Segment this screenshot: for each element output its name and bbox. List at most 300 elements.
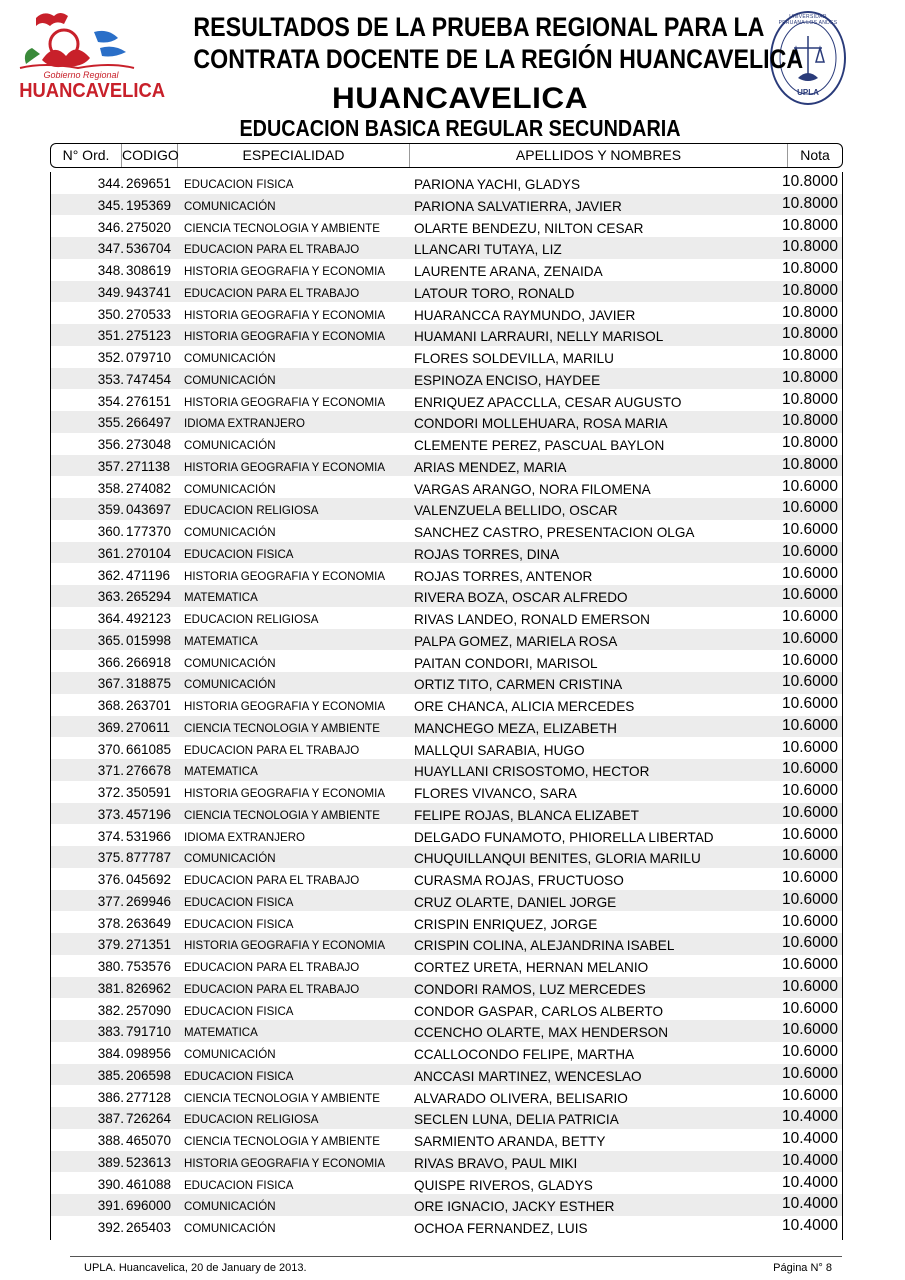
cell-especialidad: COMUNICACIÓN	[184, 1047, 276, 1061]
table-header	[50, 143, 843, 168]
cell-especialidad: COMUNICACIÓN	[184, 655, 276, 670]
cell-nota: 10.6000	[781, 564, 838, 582]
cell-nombre: CONDORI RAMOS, LUZ MERCEDES	[414, 980, 646, 997]
cell-code: 457196	[126, 806, 172, 822]
cell-nombre: PAITAN CONDORI, MARISOL	[414, 654, 598, 671]
table-row	[51, 281, 842, 303]
cell-especialidad: COMUNICACIÓN	[184, 525, 276, 539]
table-row	[51, 390, 842, 412]
cell-nombre: ALVARADO OLIVERA, BELISARIO	[414, 1089, 628, 1106]
table-row	[51, 846, 842, 868]
cell-code: 350591	[126, 785, 172, 800]
cell-code: 079710	[126, 350, 172, 365]
cell-ord: 349.	[97, 284, 124, 300]
cell-nota: 10.8000	[781, 347, 838, 364]
table-row	[51, 977, 842, 999]
footer-page-number: Página N° 8	[773, 1262, 832, 1274]
cell-ord: 374.	[97, 828, 124, 844]
table-row	[51, 672, 842, 694]
cell-nota: 10.4000	[781, 1151, 838, 1169]
cell-nota: 10.6000	[781, 869, 838, 886]
cell-especialidad: COMUNICACIÓN	[184, 481, 276, 496]
table-row	[51, 477, 842, 499]
table-row	[51, 1194, 842, 1216]
cell-code: 492123	[126, 611, 172, 626]
cell-nombre: ENRIQUEZ APACCLLA, CESAR AUGUSTO	[414, 393, 682, 410]
cell-especialidad: CIENCIA TECNOLOGIA Y AMBIENTE	[184, 220, 380, 235]
cell-nota: 10.6000	[781, 586, 838, 604]
cell-nota: 10.6000	[781, 716, 838, 734]
cell-ord: 351.	[97, 328, 124, 344]
cell-nota: 10.6000	[781, 1043, 838, 1060]
cell-code: 943741	[126, 284, 172, 300]
cell-code: 826962	[126, 980, 172, 996]
cell-nombre: OCHOA FERNANDEZ, LUIS	[414, 1220, 588, 1236]
table-row	[51, 368, 842, 390]
cell-especialidad: MATEMATICA	[184, 590, 258, 605]
cell-nota: 10.8000	[781, 412, 838, 430]
region-title: HUANCAVELICA	[332, 82, 588, 115]
cell-especialidad: HISTORIA GEOGRAFIA Y ECONOMIA	[184, 699, 386, 713]
footer-divider	[70, 1256, 842, 1257]
cell-nota: 10.6000	[781, 1021, 838, 1039]
cell-ord: 346.	[97, 219, 124, 235]
cell-code: 265403	[126, 1220, 172, 1235]
table-row	[51, 629, 842, 651]
cell-especialidad: COMUNICACIÓN	[184, 1199, 276, 1214]
table-row	[51, 955, 842, 977]
cell-code: 318875	[126, 676, 172, 692]
cell-nombre: ORE CHANCA, ALICIA MERCEDES	[414, 698, 635, 714]
cell-code: 271351	[126, 937, 172, 953]
cell-code: 270104	[126, 545, 172, 561]
cell-nombre: ROJAS TORRES, DINA	[414, 545, 560, 562]
cell-especialidad: COMUNICACIÓN	[184, 438, 276, 452]
cell-ord: 362.	[97, 567, 124, 583]
cell-nombre: FLORES SOLDEVILLA, MARILU	[414, 350, 615, 366]
cell-nombre: SARMIENTO ARANDA, BETTY	[414, 1133, 606, 1149]
table-row	[51, 738, 842, 760]
cell-especialidad: IDIOMA EXTRANJERO	[184, 829, 305, 844]
cell-ord: 373.	[97, 806, 124, 822]
cell-nota: 10.6000	[781, 651, 838, 669]
cell-ord: 353.	[97, 371, 124, 387]
cell-code: 274082	[126, 480, 172, 496]
cell-code: 275123	[126, 328, 172, 344]
table-row	[51, 172, 842, 194]
cell-ord: 367.	[97, 676, 124, 692]
cell-code: 877787	[126, 850, 172, 866]
cell-nota: 10.6000	[781, 521, 838, 538]
cell-nombre: CCENCHO OLARTE, MAX HENDERSON	[414, 1024, 669, 1041]
footer-location-date: UPLA. Huancavelica, 20 de January de 2013.	[84, 1262, 307, 1274]
cell-especialidad: CIENCIA TECNOLOGIA Y AMBIENTE	[184, 807, 380, 822]
cell-code: 266918	[126, 654, 172, 670]
cell-nombre: PARIONA YACHI, GLADYS	[414, 176, 581, 192]
cell-nombre: HUAMANI LARRAURI, NELLY MARISOL	[414, 328, 664, 345]
cell-nota: 10.6000	[781, 542, 838, 560]
cell-code: 269651	[126, 176, 172, 191]
cell-especialidad: HISTORIA GEOGRAFIA Y ECONOMIA	[184, 307, 386, 322]
cell-ord: 370.	[97, 741, 124, 757]
cell-ord: 354.	[97, 393, 124, 409]
cell-ord: 381.	[97, 980, 124, 996]
cell-ord: 358.	[97, 480, 124, 496]
cell-code: 276678	[126, 763, 172, 779]
cell-especialidad: CIENCIA TECNOLOGIA Y AMBIENTE	[184, 720, 380, 735]
cell-nota: 10.6000	[781, 803, 838, 821]
cell-nombre: PALPA GOMEZ, MARIELA ROSA	[414, 632, 618, 649]
cell-nombre: OLARTE BENDEZU, NILTON CESAR	[414, 219, 644, 236]
cell-code: 273048	[126, 437, 172, 452]
cell-ord: 386.	[97, 1089, 124, 1105]
table-row	[51, 455, 842, 477]
table-row	[51, 542, 842, 564]
cell-code: 098956	[126, 1046, 172, 1061]
cell-nota: 10.4000	[781, 1108, 838, 1126]
cell-nota: 10.8000	[781, 368, 838, 386]
table-row	[51, 433, 842, 455]
cell-ord: 348.	[97, 263, 124, 278]
cell-ord: 372.	[97, 785, 124, 800]
cell-nota: 10.8000	[781, 390, 838, 408]
cell-code: 195369	[126, 197, 172, 213]
cell-nombre: QUISPE RIVEROS, GLADYS	[414, 1176, 593, 1193]
table-row	[51, 1151, 842, 1173]
cell-ord: 384.	[97, 1046, 124, 1061]
table-row	[51, 1173, 842, 1195]
cell-code: 206598	[126, 1067, 172, 1083]
cell-especialidad: EDUCACION FISICA	[184, 1068, 294, 1083]
seal-ring-text: UNIVERSIDAD PERUANA LOS ANDES	[778, 14, 838, 26]
cell-nota: 10.4000	[781, 1217, 838, 1234]
cell-ord: 368.	[97, 698, 124, 713]
cell-code: 257090	[126, 1002, 172, 1018]
cell-code: 263701	[126, 698, 172, 713]
table-row	[51, 1020, 842, 1042]
cell-nombre: HUAYLLANI CRISOSTOMO, HECTOR	[414, 763, 650, 780]
cell-especialidad: EDUCACION RELIGIOSA	[184, 612, 319, 626]
table-row	[51, 564, 842, 586]
table-row	[51, 1129, 842, 1151]
cell-code: 531966	[126, 828, 172, 844]
cell-ord: 345.	[97, 197, 124, 213]
cell-ord: 350.	[97, 306, 124, 322]
table-row	[51, 651, 842, 673]
cell-nombre: FELIPE ROJAS, BLANCA ELIZABET	[414, 806, 639, 823]
table-row	[51, 912, 842, 934]
cell-ord: 363.	[97, 589, 124, 605]
cell-nombre: CURASMA ROJAS, FRUCTUOSO	[414, 872, 624, 888]
table-row	[51, 259, 842, 281]
cell-ord: 377.	[97, 893, 124, 909]
cell-nombre: LAURENTE ARANA, ZENAIDA	[414, 263, 603, 279]
cell-especialidad: CIENCIA TECNOLOGIA Y AMBIENTE	[184, 1134, 380, 1148]
cell-ord: 364.	[97, 611, 124, 626]
cell-especialidad: EDUCACION PARA EL TRABAJO	[184, 960, 360, 974]
cell-nota: 10.6000	[781, 695, 838, 712]
cell-nombre: ORTIZ TITO, CARMEN CRISTINA	[414, 676, 623, 693]
table-row	[51, 607, 842, 629]
cell-code: 465070	[126, 1133, 172, 1148]
cell-code: 523613	[126, 1154, 172, 1170]
cell-nombre: VALENZUELA BELLIDO, OSCAR	[414, 502, 618, 519]
cell-nota: 10.6000	[781, 1064, 838, 1082]
cell-nota: 10.8000	[781, 260, 838, 277]
cell-ord: 379.	[97, 937, 124, 953]
cell-nota: 10.4000	[781, 1173, 838, 1191]
cell-especialidad: EDUCACION FISICA	[184, 1177, 294, 1192]
cell-ord: 389.	[97, 1154, 124, 1170]
cell-code: 045692	[126, 872, 172, 887]
cell-nota: 10.6000	[781, 847, 838, 865]
table-row	[51, 585, 842, 607]
seal-abbr: UPLA	[797, 88, 819, 97]
cell-nombre: CCALLOCONDO FELIPE, MARTHA	[414, 1046, 635, 1062]
cell-ord: 355.	[97, 415, 124, 431]
cell-ord: 359.	[97, 502, 124, 518]
cell-especialidad: EDUCACION PARA EL TRABAJO	[184, 742, 360, 757]
cell-ord: 344.	[97, 176, 124, 191]
cell-nombre: RIVAS BRAVO, PAUL MIKI	[414, 1154, 578, 1171]
cell-nombre: MANCHEGO MEZA, ELIZABETH	[414, 719, 617, 736]
title-line-1: RESULTADOS DE LA PRUEBA REGIONAL PARA LA	[193, 12, 765, 42]
cell-ord: 361.	[97, 545, 124, 561]
cell-nota: 10.4000	[781, 1130, 838, 1147]
cell-especialidad: EDUCACION RELIGIOSA	[184, 1112, 319, 1127]
table-row	[51, 694, 842, 716]
cell-code: 471196	[126, 567, 171, 583]
cell-nota: 10.8000	[781, 194, 838, 212]
results-table	[50, 172, 843, 1240]
cell-code: 726264	[126, 1111, 172, 1127]
cell-nombre: MALLQUI SARABIA, HUGO	[414, 741, 585, 758]
cell-nombre: CORTEZ URETA, HERNAN MELANIO	[414, 959, 649, 975]
cell-nota: 10.6000	[781, 934, 838, 952]
header-ord: N° Ord.	[51, 144, 122, 167]
cell-nombre: LLANCARI TUTAYA, LIZ	[414, 241, 562, 258]
cell-especialidad: COMUNICACIÓN	[184, 851, 276, 866]
cell-code: 270533	[126, 306, 172, 322]
cell-especialidad: COMUNICACIÓN	[184, 198, 276, 213]
cell-ord: 378.	[97, 915, 124, 931]
cell-ord: 385.	[97, 1067, 124, 1083]
cell-especialidad: HISTORIA GEOGRAFIA Y ECONOMIA	[184, 459, 386, 474]
cell-nota: 10.4000	[781, 1195, 838, 1213]
cell-nota: 10.8000	[781, 238, 838, 256]
cell-especialidad: HISTORIA GEOGRAFIA Y ECONOMIA	[184, 786, 386, 800]
cell-nombre: ARIAS MENDEZ, MARIA	[414, 458, 567, 475]
cell-nombre: RIVERA BOZA, OSCAR ALFREDO	[414, 589, 628, 606]
cell-ord: 387.	[97, 1111, 124, 1127]
cell-nombre: CRISPIN ENRIQUEZ, JORGE	[414, 915, 598, 932]
table-row	[51, 303, 842, 325]
cell-nota: 10.6000	[781, 890, 838, 908]
cell-nota: 10.8000	[781, 325, 838, 343]
cell-especialidad: EDUCACION FISICA	[184, 1003, 294, 1018]
table-row	[51, 346, 842, 368]
cell-code: 266497	[126, 415, 172, 431]
cell-nota: 10.6000	[781, 760, 838, 778]
cell-especialidad: EDUCACION PARA EL TRABAJO	[184, 285, 360, 300]
cell-ord: 366.	[97, 654, 124, 670]
cell-ord: 391.	[97, 1198, 124, 1214]
cell-nota: 10.8000	[781, 216, 838, 234]
cell-code: 753576	[126, 959, 172, 974]
cell-especialidad: EDUCACION PARA EL TRABAJO	[184, 873, 360, 887]
cell-code: 177370	[126, 524, 172, 539]
cell-nota: 10.6000	[781, 999, 838, 1017]
cell-nombre: SANCHEZ CASTRO, PRESENTACION OLGA	[414, 524, 695, 540]
cell-especialidad: COMUNICACIÓN	[184, 677, 276, 692]
cell-nota: 10.6000	[781, 912, 838, 930]
cell-nota: 10.6000	[781, 1086, 838, 1104]
cell-code: 015998	[126, 632, 172, 648]
header-nota: Nota	[800, 147, 830, 163]
cell-ord: 347.	[97, 241, 124, 257]
cell-code: 270611	[126, 719, 171, 735]
cell-code: 275020	[126, 219, 172, 235]
cell-especialidad: MATEMATICA	[184, 633, 258, 648]
cell-nota: 10.6000	[781, 673, 838, 691]
table-row	[51, 194, 842, 216]
cell-nombre: RIVAS LANDEO, RONALD EMERSON	[414, 611, 650, 627]
cell-nota: 10.6000	[781, 477, 838, 495]
title-line-2: CONTRATA DOCENTE DE LA REGIÓN HUANCAVELICA	[193, 44, 804, 74]
cell-ord: 352.	[97, 350, 124, 365]
cell-nombre: CRISPIN COLINA, ALEJANDRINA ISABEL	[414, 937, 675, 954]
cell-code: 276151	[126, 393, 172, 409]
cell-ord: 380.	[97, 959, 124, 974]
table-row	[51, 1107, 842, 1129]
cell-especialidad: EDUCACION FISICA	[184, 916, 294, 931]
cell-nombre: CONDORI MOLLEHUARA, ROSA MARIA	[414, 415, 668, 432]
table-row	[51, 324, 842, 346]
cell-nota: 10.8000	[781, 303, 838, 321]
table-row	[51, 868, 842, 890]
cell-nota: 10.6000	[781, 825, 838, 843]
cell-code: 661085	[126, 741, 172, 757]
table-row	[51, 1064, 842, 1086]
cell-nombre: VARGAS ARANGO, NORA FILOMENA	[414, 480, 651, 497]
cell-especialidad: EDUCACION FISICA	[184, 546, 294, 561]
table-row	[51, 933, 842, 955]
cell-nombre: CRUZ OLARTE, DANIEL JORGE	[414, 893, 617, 910]
cell-especialidad: EDUCACION PARA EL TRABAJO	[184, 981, 360, 996]
cell-nota: 10.8000	[781, 173, 838, 190]
cell-nombre: DELGADO FUNAMOTO, PHIORELLA LIBERTAD	[414, 828, 714, 845]
cell-nota: 10.6000	[781, 977, 838, 995]
cell-code: 791710	[126, 1024, 172, 1040]
cell-nombre: ESPINOZA ENCISO, HAYDEE	[414, 371, 601, 388]
table-row	[51, 1216, 842, 1238]
table-row	[51, 237, 842, 259]
cell-code: 043697	[126, 502, 172, 518]
cell-ord: 392.	[97, 1220, 124, 1235]
cell-ord: 382.	[97, 1002, 124, 1018]
cell-especialidad: CIENCIA TECNOLOGIA Y AMBIENTE	[184, 1090, 380, 1105]
cell-code: 271138	[126, 458, 171, 474]
cell-especialidad: HISTORIA GEOGRAFIA Y ECONOMIA	[184, 938, 386, 953]
cell-ord: 356.	[97, 437, 124, 452]
cell-nombre: LATOUR TORO, RONALD	[414, 284, 575, 301]
table-row	[51, 781, 842, 803]
cell-ord: 365.	[97, 632, 124, 648]
cell-nombre: ROJAS TORRES, ANTENOR	[414, 567, 593, 584]
table-row	[51, 498, 842, 520]
cell-code: 696000	[126, 1198, 172, 1214]
cell-nota: 10.6000	[781, 956, 838, 973]
cell-ord: 376.	[97, 872, 124, 887]
table-row	[51, 803, 842, 825]
cell-ord: 383.	[97, 1024, 124, 1040]
cell-code: 269946	[126, 893, 172, 909]
cell-ord: 360.	[97, 524, 124, 539]
table-row	[51, 411, 842, 433]
cell-especialidad: MATEMATICA	[184, 1025, 258, 1040]
cell-nota: 10.6000	[781, 738, 838, 756]
cell-nota: 10.8000	[781, 281, 838, 299]
table-row	[51, 1086, 842, 1108]
cell-especialidad: EDUCACION FISICA	[184, 177, 294, 191]
cell-nombre: HUARANCCA RAYMUNDO, JAVIER	[414, 306, 636, 323]
cell-especialidad: EDUCACION PARA EL TRABAJO	[184, 242, 360, 257]
cell-especialidad: COMUNICACIÓN	[184, 372, 276, 387]
cell-especialidad: IDIOMA EXTRANJERO	[184, 416, 305, 431]
cell-especialidad: EDUCACION FISICA	[184, 894, 294, 909]
cell-especialidad: HISTORIA GEOGRAFIA Y ECONOMIA	[184, 568, 386, 583]
cell-code: 277128	[126, 1089, 172, 1105]
cell-code: 308619	[126, 263, 172, 278]
table-row	[51, 1042, 842, 1064]
header-code: CODIGO	[122, 144, 178, 167]
table-row	[51, 520, 842, 542]
table-row	[51, 716, 842, 738]
cell-code: 263649	[126, 915, 172, 931]
header-nombres: APELLIDOS Y NOMBRES	[410, 144, 788, 167]
cell-nombre: ANCCASI MARTINEZ, WENCESLAO	[414, 1067, 642, 1084]
table-row	[51, 216, 842, 238]
cell-especialidad: EDUCACION RELIGIOSA	[184, 503, 319, 518]
level-title: EDUCACION BASICA REGULAR SECUNDARIA	[239, 115, 681, 141]
cell-ord: 357.	[97, 458, 124, 474]
cell-nombre: FLORES VIVANCO, SARA	[414, 785, 577, 801]
cell-nota: 10.6000	[781, 608, 838, 625]
cell-nombre: ORE IGNACIO, JACKY ESTHER	[414, 1198, 615, 1215]
cell-ord: 388.	[97, 1133, 124, 1148]
gobierno-regional-logo	[14, 8, 166, 104]
header-especialidad: ESPECIALIDAD	[178, 144, 410, 167]
cell-especialidad: HISTORIA GEOGRAFIA Y ECONOMIA	[184, 394, 386, 409]
table-row	[51, 890, 842, 912]
cell-nota: 10.6000	[781, 782, 838, 799]
logo-subtitle: Gobierno Regional	[43, 70, 119, 80]
cell-especialidad: HISTORIA GEOGRAFIA Y ECONOMIA	[184, 329, 386, 344]
cell-nombre: CONDOR GASPAR, CARLOS ALBERTO	[414, 1002, 664, 1019]
cell-especialidad: HISTORIA GEOGRAFIA Y ECONOMIA	[184, 264, 386, 278]
cell-nombre: SECLEN LUNA, DELIA PATRICIA	[414, 1111, 619, 1128]
cell-nota: 10.8000	[781, 434, 838, 451]
table-row	[51, 825, 842, 847]
cell-nombre: CLEMENTE PEREZ, PASCUAL BAYLON	[414, 437, 665, 453]
cell-nota: 10.6000	[781, 499, 838, 517]
cell-code: 265294	[126, 589, 172, 605]
cell-nombre: CHUQUILLANQUI BENITES, GLORIA MARILU	[414, 850, 701, 867]
logo-title: HUANCAVELICA	[19, 80, 166, 102]
cell-ord: 390.	[97, 1176, 124, 1192]
cell-code: 747454	[126, 371, 172, 387]
cell-ord: 375.	[97, 850, 124, 866]
